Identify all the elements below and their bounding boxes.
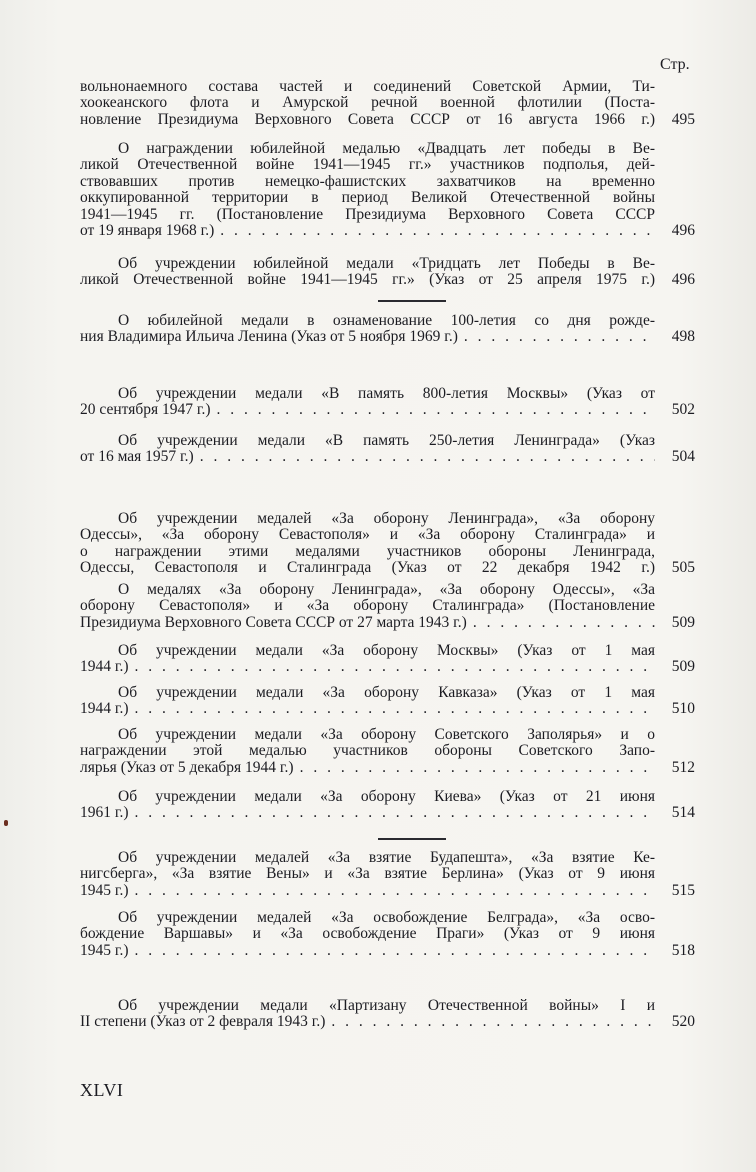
dot-leader — [458, 329, 655, 345]
entry-line: Об учреждении медали «Партизану Отечественной войны» I и — [118, 998, 655, 1014]
dot-leader — [129, 943, 655, 959]
entry-line: Об учреждении медали «В память 250-летия Ленинграда» (Указ — [118, 433, 655, 449]
entry-line-text: Президиума Верховного Совета СССР от 27 марта 1943 г.) — [80, 614, 467, 631]
entry-line: Об учреждении медали «За оборону Советского Заполярья» и о — [118, 727, 655, 743]
toc-entry — [80, 727, 695, 776]
entry-line-text: от 16 мая 1957 г.) — [80, 449, 194, 466]
entry-line-text: от 19 января 1968 г.) — [80, 222, 215, 239]
entry-line — [80, 402, 655, 418]
entry-line: награждении этой медалью участников обороны Советского Запо- — [80, 743, 655, 760]
page-number: 512 — [671, 758, 695, 776]
entry-line — [80, 615, 655, 631]
dot-leader — [294, 760, 655, 776]
page-number: 520 — [671, 1013, 695, 1031]
entry-line-text: II степени (Указ от 2 февраля 1943 г.) — [80, 1014, 326, 1031]
dot-leader — [210, 402, 655, 418]
entry-line: Об учреждении медали «За оборону Кавказа» (Указ от 1 мая — [118, 685, 655, 701]
page-number: 509 — [671, 658, 695, 676]
entry-line: Об учреждении медалей «За взятие Будапешта», «За взятие Ке- — [118, 850, 655, 866]
page-number: 505 — [671, 559, 695, 577]
entry-line: Об учреждении медали «За оборону Москвы» (Указ от 1 мая — [118, 643, 655, 659]
entry-line — [80, 883, 655, 899]
toc-entry — [80, 256, 695, 289]
entry-line: Одессы», «За оборону Севастополя» и «За оборону Сталинграда» и — [80, 527, 655, 544]
page-number: 496 — [671, 221, 695, 239]
entry-line: О юбилейной медали в ознаменование 100-летия со дня рожде- — [118, 313, 655, 329]
entry-line — [80, 223, 655, 239]
toc-entry — [80, 433, 695, 466]
page-folio: XLVI — [80, 1080, 124, 1100]
page-number: 502 — [671, 401, 695, 419]
toc-entry — [80, 850, 695, 899]
entry-line-text: ния Владимира Ильича Ленина (Указ от 5 ноября 1969 г.) — [80, 329, 458, 346]
entry-line: 1941—1945 гг. (Постановление Президиума Верховного Совета СССР — [80, 206, 655, 223]
entry-line: Об учреждении медалей «За освобождение Белграда», «За осво- — [118, 910, 655, 926]
toc-entry — [80, 643, 695, 676]
entry-line — [80, 329, 655, 345]
entry-line — [80, 760, 655, 776]
toc-entry — [80, 386, 695, 419]
toc-entry — [80, 582, 695, 631]
entry-line: новление Президиума Верховного Совета СССР от 16 августа 1966 г.) — [80, 111, 655, 128]
section-divider — [378, 838, 446, 840]
entry-line: оборону Севастополя» и «За оборону Сталинграда» (Постановление — [80, 598, 655, 615]
dot-leader — [194, 449, 655, 465]
entry-line-text: 1944 г.) — [80, 701, 129, 718]
entry-line-text: лярья (Указ от 5 декабря 1944 г.) — [80, 759, 294, 776]
entry-line: оккупированной территории в период Великой Отечественной войны — [80, 190, 655, 207]
toc-entry — [80, 79, 695, 128]
dot-leader — [129, 659, 655, 675]
page-column-header: Стр. — [660, 56, 690, 73]
entry-line — [80, 701, 655, 717]
page-number: 509 — [671, 613, 695, 631]
entry-line: ликой Отечественной войне 1941—1945 гг.» (Указ от 25 апреля 1975 г.) — [80, 272, 655, 289]
entry-line-text: 20 сентября 1947 г.) — [80, 402, 211, 419]
entry-line: вольнонаемного состава частей и соединений Советской Армии, Ти- — [80, 79, 655, 95]
page-number: 518 — [671, 941, 695, 959]
entry-line-text: 1944 г.) — [80, 659, 129, 676]
page-number: 504 — [671, 448, 695, 466]
entry-line: бождение Варшавы» и «За освобождение Праги» (Указ от 9 июня — [80, 926, 655, 943]
dot-leader — [129, 883, 655, 899]
page-number: 515 — [671, 881, 695, 899]
page-number: 498 — [671, 328, 695, 346]
entry-line: ликой Отечественной войне 1941—1945 гг.» участников подполья, дей- — [80, 157, 655, 174]
entry-line: Об учреждении медали «В память 800-летия Москвы» (Указ от — [118, 386, 655, 402]
entry-line-text: 1945 г.) — [80, 942, 129, 959]
page-number: 510 — [671, 700, 695, 718]
entry-line-text: 1961 г.) — [80, 805, 129, 822]
toc-entry — [80, 789, 695, 822]
entry-line — [80, 805, 655, 821]
toc-entry — [80, 511, 695, 577]
dot-leader — [129, 701, 655, 717]
entry-line-text: 1945 г.) — [80, 882, 129, 899]
entry-line: Об учреждении медали «За оборону Киева» (Указ от 21 июня — [118, 789, 655, 805]
entry-line — [80, 943, 655, 959]
entry-line — [80, 449, 655, 465]
toc-entry — [80, 910, 695, 959]
dot-leader — [467, 615, 655, 631]
page-number: 496 — [671, 271, 695, 289]
dot-leader — [214, 223, 655, 239]
toc-entry — [80, 998, 695, 1031]
entry-line: Одессы, Севастополя и Сталинграда (Указ от 22 декабря 1942 г.) — [80, 560, 655, 577]
dot-leader — [325, 1014, 655, 1030]
entry-line: хоокеанского флота и Амурской речной военной флотилии (Поста- — [80, 95, 655, 112]
entry-line: ствовавших против немецко-фашистских захватчиков на временно — [80, 173, 655, 190]
entry-line: Об учреждении медалей «За оборону Ленинграда», «За оборону — [118, 511, 655, 527]
entry-line: Об учреждении юбилейной медали «Тридцать лет Победы в Ве- — [118, 256, 655, 272]
entry-line: О награждении юбилейной медалью «Двадцать лет победы в Ве- — [118, 141, 655, 157]
page-number: 495 — [671, 110, 695, 128]
toc-entry — [80, 313, 695, 346]
toc-entry — [80, 685, 695, 718]
entry-line — [80, 659, 655, 675]
entry-line: О медалях «За оборону Ленинграда», «За оборону Одессы», «За — [118, 582, 655, 598]
entry-line: о награждении этими медалями участников обороны Ленинграда, — [80, 543, 655, 560]
entry-line: нигсберга», «За взятие Вены» и «За взятие Берлина» (Указ от 9 июня — [80, 866, 655, 883]
dot-leader — [129, 805, 655, 821]
toc-entry — [80, 141, 695, 239]
entry-line — [80, 1014, 655, 1030]
section-divider — [378, 300, 446, 302]
page-number: 514 — [671, 804, 695, 822]
paper-blemish — [4, 820, 8, 826]
